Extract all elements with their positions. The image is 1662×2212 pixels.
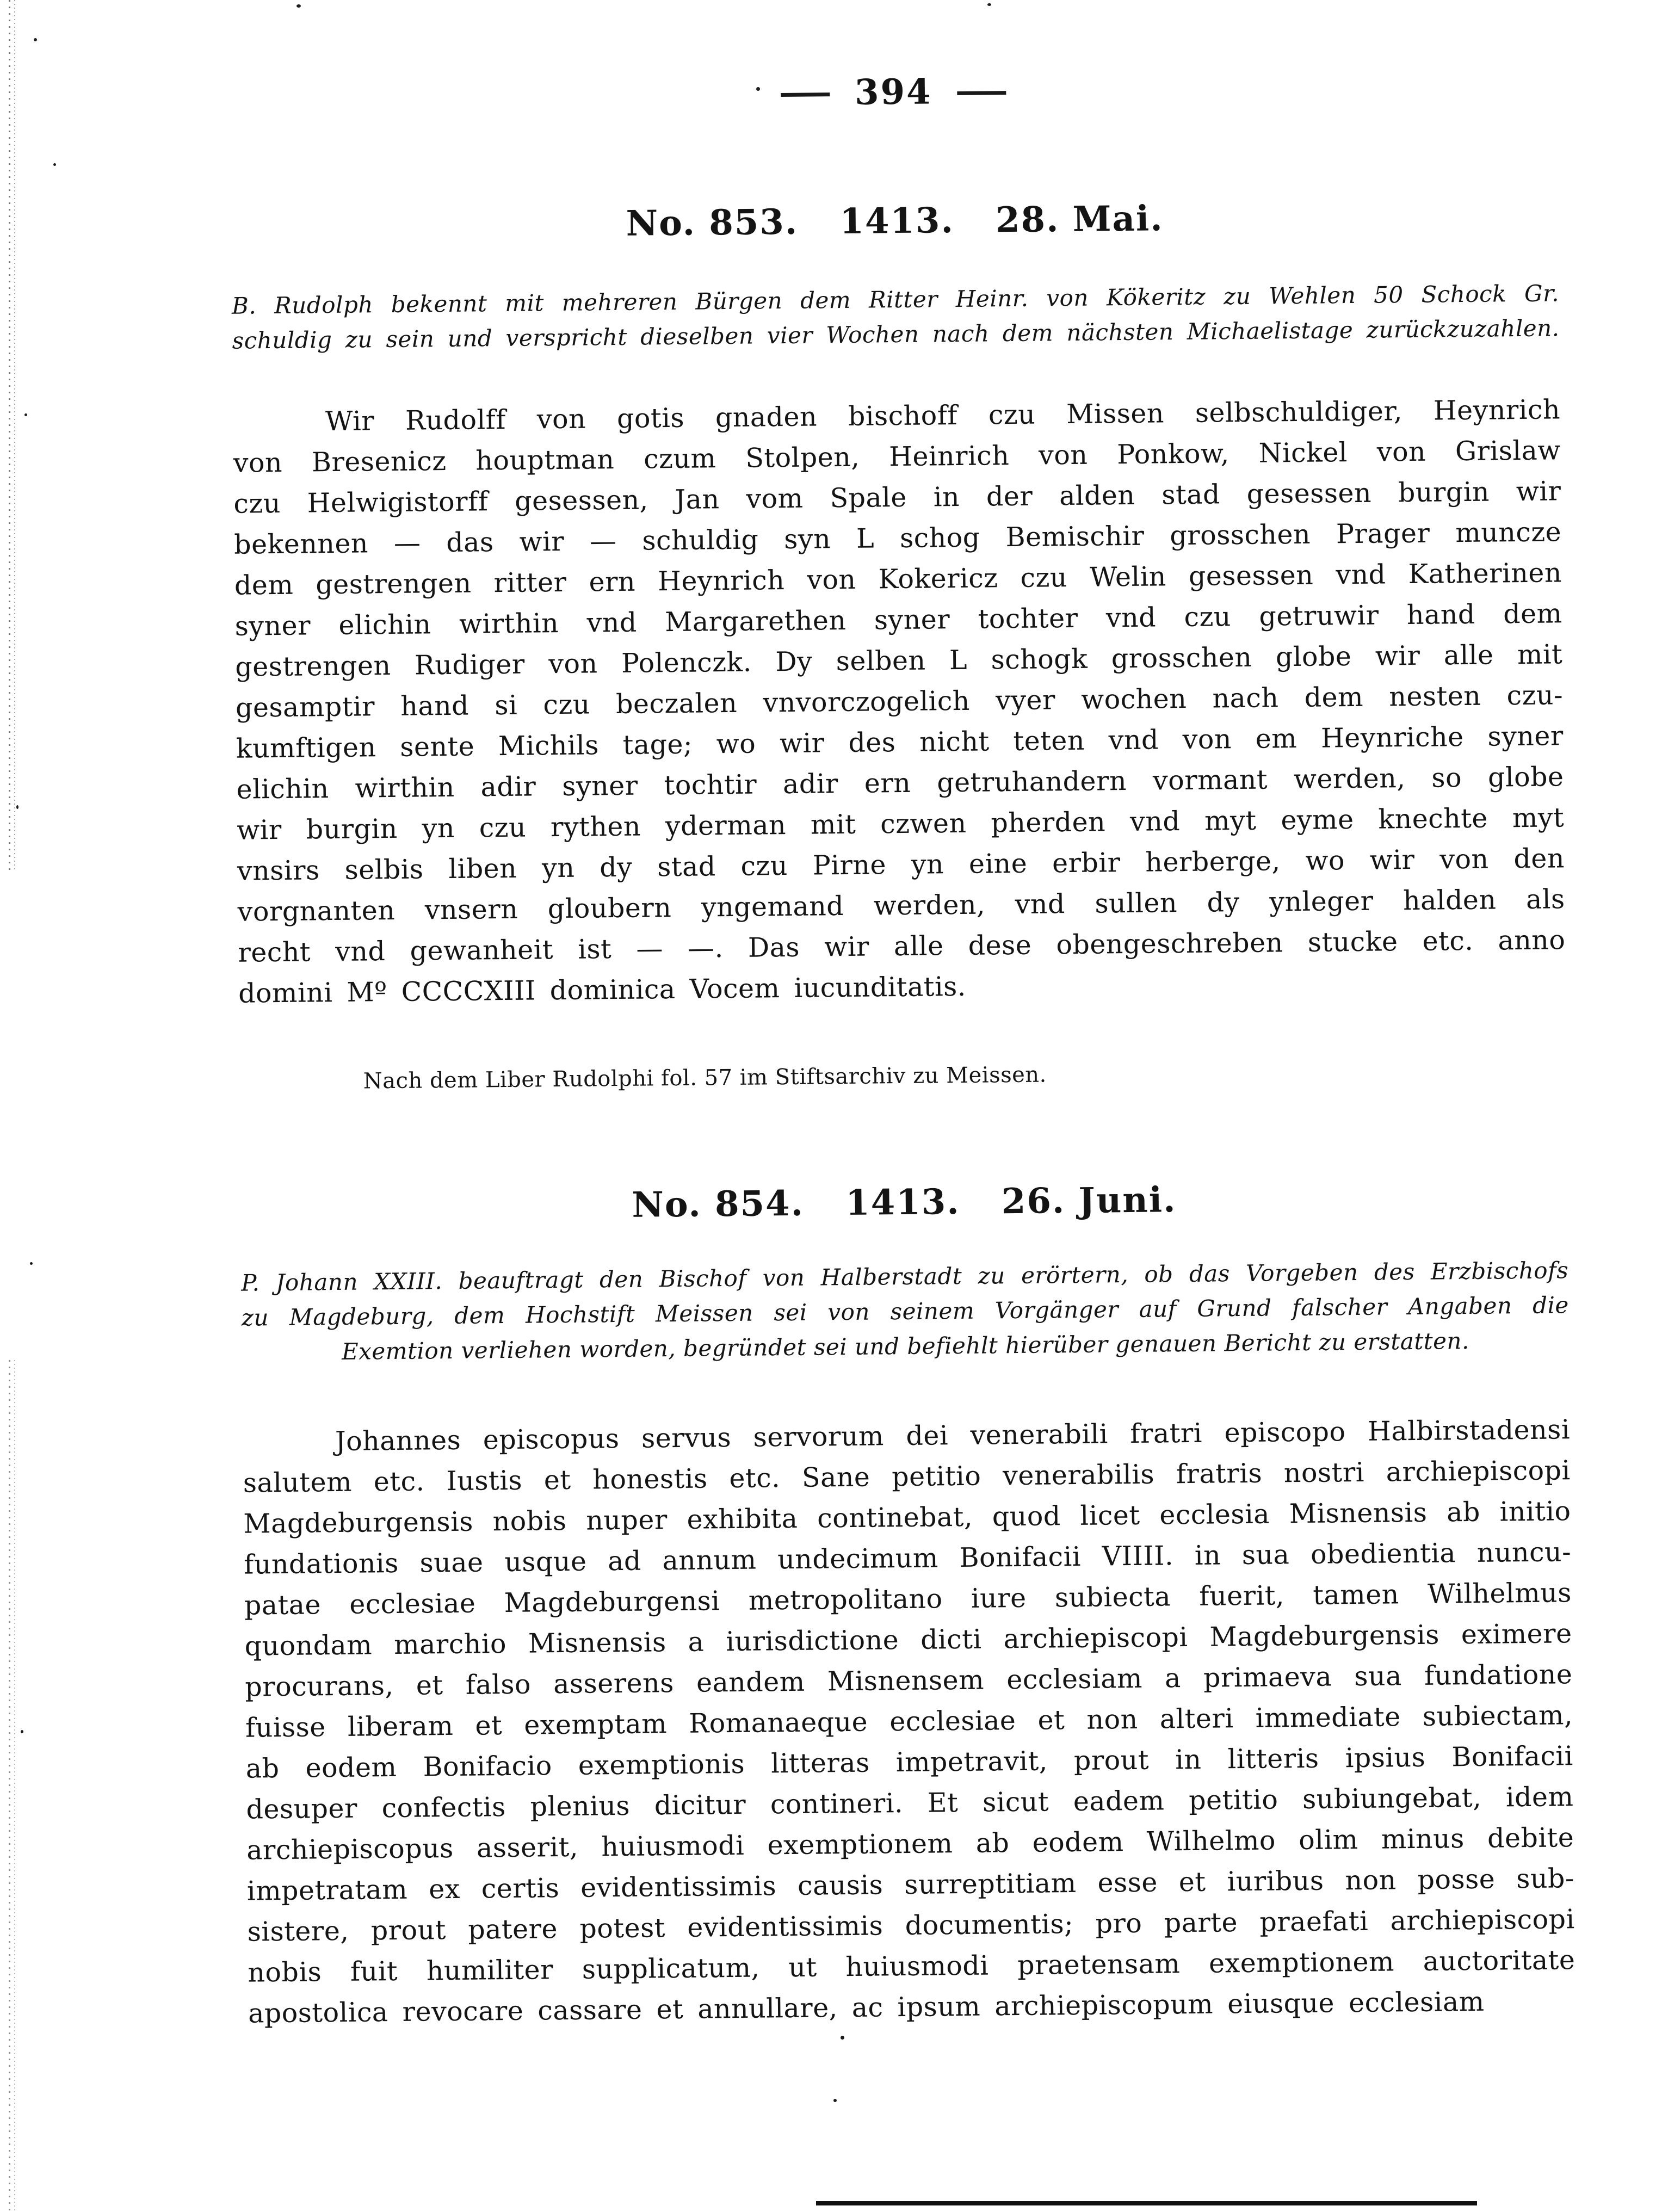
entry-854-year: 1413. (845, 1181, 960, 1224)
text-line: bekennen — das wir — schuldig syn L schog Bemischir grosschen Prager muncze (233, 516, 1562, 560)
scan-speck (24, 413, 27, 416)
text-line: recht vnd gewanheit ist — —. Das wir alle dese obengeschreben stucke etc. anno (238, 924, 1566, 968)
scan-bottom-edge-line (816, 2201, 1477, 2205)
scan-speck (34, 38, 37, 41)
text-line: domini Mº CCCCXIII dominica Vocem iucunditatis. (238, 971, 967, 1009)
entry-854-body (243, 1409, 1576, 2034)
text-line: impetratam ex certis evidentissimis causis surreptitiam esse et iuribus non posse sub- (246, 1863, 1575, 1907)
text-line: sistere, prout patere potest evidentissimis documentis; pro parte praefati archiepiscopi (247, 1904, 1575, 1948)
page-number: 394 (854, 71, 932, 113)
header-rule-right (957, 91, 1006, 95)
text-line: gesamptir hand si czu beczalen vnvorczogelich vyer wochen nach dem nesten czu- (235, 679, 1564, 724)
scan-edge-noise-bottom (5, 1360, 20, 2212)
entry-853-regest (232, 276, 1560, 358)
scan-speck (53, 163, 56, 166)
text-line: archiepiscopus asserit, huiusmodi exemptionem ab eodem Wilhelmo olim minus debite (246, 1822, 1574, 1866)
entry-854-date: 26. Juni. (1001, 1179, 1177, 1222)
text-line: patae ecclesiae Magdeburgensi metropolitano iure subiecta fuerit, tamen Wilhelmus (244, 1577, 1572, 1621)
text-line: nobis fuit humiliter supplicatum, ut huiusmodi praetensam exemptionem auctoritate (248, 1944, 1575, 1988)
entry-853-number: No. 853. (626, 201, 799, 244)
text-line: fundationis suae usque ad annum undecimum Bonifacii VIIII. in sua obedientia nuncu- (243, 1536, 1572, 1580)
text-line: salutem etc. Iustis et honestis etc. Sane petitio venerabilis fratris nostri archiepiscopi (243, 1455, 1571, 1499)
entry-853-date: 28. Mai. (995, 198, 1164, 241)
scan-speck (21, 1730, 23, 1733)
text-line: dem gestrengen ritter ern Heynrich von Kokericz czu Welin gesessen vnd Katherinen (234, 557, 1562, 601)
text-line: quondam marchio Misnensis a iurisdictione dicti archiepiscopi Magdeburgensis eximere (244, 1618, 1572, 1662)
text-line: vnsirs selbis liben yn dy stad czu Pirne yn eine erbir herberge, wo wir von den (237, 843, 1565, 887)
text-line: fuisse liberam et exemptam Romanaeque ecclesiae et non alteri immediate subiectam, (245, 1700, 1573, 1744)
text-line: elichin wirthin adir syner tochtir adir ern getruhandern vormant werden, so globe (236, 761, 1564, 805)
entry-853-body (233, 389, 1566, 1014)
text-line: Exemtion verliehen worden, begründet sei und befiehlt hierüber genauen Bericht zu erstatten. (341, 1327, 1470, 1365)
text-line: zu Magdeburg, dem Hochstift Meissen sei von seinem Vorgänger auf Grund falscher Angaben die (241, 1292, 1570, 1331)
entry-854-number: No. 854. (632, 1183, 805, 1226)
entry-854-regest (241, 1253, 1570, 1370)
text-line: wir burgin yn czu rythen yderman mit czwen pherden vnd myt eyme knechte myt (237, 802, 1565, 846)
scan-edge-noise-top (5, 0, 20, 870)
entry-853-year: 1413. (839, 200, 955, 243)
text-line: apostolica revocare cassare et annullare, ac ipsum archiepiscopum eiusque ecclesiam (248, 1986, 1485, 2029)
text-line: Wir Rudolff von gotis gnaden bischoff czu Missen selbschuldiger, Heynrich (325, 394, 1561, 437)
entry-853-source-note: Nach dem Liber Rudolphi fol. 57 im Stiftsarchiv zu Meissen. (363, 1062, 1047, 1094)
text-line: ab eodem Bonifacio exemptionis litteras impetravit, prout in litteris ipsius Bonifacii (245, 1740, 1574, 1784)
text-line: Magdeburgensis nobis nuper exhibita continebat, quod licet ecclesia Misnensis ab initio (243, 1496, 1571, 1540)
text-line: syner elichin wirthin vnd Margarethen syner tochter vnd czu getruwir hand dem (234, 598, 1562, 642)
header-rule-left (781, 92, 830, 97)
text-line: procurans, et falso asserens eandem Misnensem ecclesiam a primaeva sua fundatione (245, 1659, 1573, 1703)
page-header (230, 61, 1558, 123)
scan-speck (16, 805, 18, 809)
text-line: von Bresenicz houptman czum Stolpen, Heinrich von Ponkow, Nickel von Grislaw (233, 435, 1561, 479)
text-line: P. Johann XXIII. beauftragt den Bischof von Halberstadt zu erörtern, ob das Vorgeben des Erzbischofs (241, 1257, 1569, 1296)
page-content (229, 0, 1576, 2034)
text-line: czu Helwigistorff gesessen, Jan vom Spale in der alden stad gesessen burgin wir (233, 475, 1561, 520)
text-line: Johannes episcopus servus servorum dei venerabili fratri episcopo Halbirstadensi (335, 1414, 1571, 1457)
entry-853-heading (231, 192, 1559, 250)
text-line: desuper confectis plenius dicitur contineri. Et sicut eadem petitio subiungebat, idem (246, 1781, 1574, 1825)
text-line: B. Rudolph bekennt mit mehreren Bürgen dem Ritter Heinr. von Kökeritz zu Wehlen 50 Schock Gr. (231, 280, 1560, 319)
text-line: vorgnanten vnsern gloubern yngemand werden, vnd sullen dy ynleger halden als (237, 883, 1565, 928)
text-line: gestrengen Rudiger von Polenczk. Dy selben L schogk grosschen globe wir alle mit (235, 639, 1563, 683)
entry-854-heading (240, 1173, 1568, 1232)
scan-speck (841, 2036, 844, 2040)
scan-speck (30, 1262, 33, 1265)
text-line: kumftigen sente Michils tage; wo wir des nicht teten vnd von em Heynriche syner (236, 720, 1564, 764)
text-line: schuldig zu sein und verspricht dieselben vier Wochen nach dem nächsten Michaelistage zurückzuzahlen. (232, 314, 1560, 354)
scan-speck (833, 2099, 837, 2102)
